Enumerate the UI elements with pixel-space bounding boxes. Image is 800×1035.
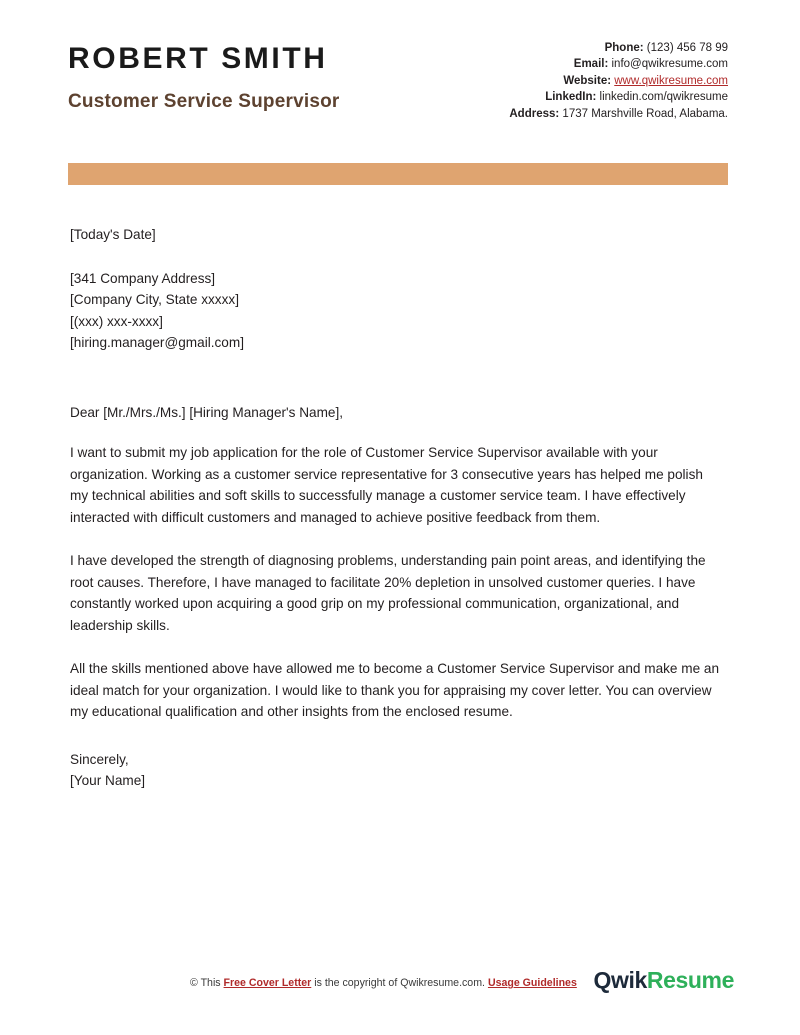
copyright-icon: ©	[190, 977, 198, 989]
usage-guidelines-link[interactable]: Usage Guidelines	[487, 977, 577, 989]
contact-linkedin-row	[509, 89, 728, 105]
body-paragraph-2: I have developed the strength of diagnosing problems, understanding pain point areas, and identifying the root causes. Therefore, I have managed to facilitate 20% depletion in unsolved customer queries. I have constantly worked upon acquiring a good grip on my professional communication, organizational, and leadership skills.	[70, 553, 706, 633]
body-paragraph-3: All the skills mentioned above have allowed me to become a Customer Service Supervisor and make me an ideal match for your organization. I would like to thank you for appraising my cover letter. You can overview my educational qualification and other insights from the enclosed resume.	[70, 661, 720, 719]
recipient-street: [341 Company Address]	[70, 270, 216, 286]
recipient-phone: [(xxx) xxx-xxxx]	[70, 313, 163, 329]
free-cover-letter-link[interactable]: Free Cover Letter	[223, 977, 312, 989]
qwikresume-logo[interactable]	[594, 967, 734, 994]
body-paragraph-1: I want to submit my job application for the role of Customer Service Supervisor available with your organization. Working as a customer service representative for 3 consecutive years has helped me polish my technical abilities and soft skills to successfully manage a customer service team. I have effectively interacted with difficult customers and managed to achieve positive feedback from them.	[70, 445, 703, 525]
accent-divider-bar	[68, 163, 728, 185]
recipient-city-state-zip: [Company City, State xxxxx]	[70, 292, 239, 307]
applicant-job-title: Customer Service Supervisor	[68, 91, 340, 112]
contact-email-row	[509, 56, 728, 72]
contact-details	[509, 38, 728, 122]
phone-label: Phone:	[604, 42, 644, 54]
address-label: Address:	[509, 107, 560, 120]
logo-text-resume: Resume	[646, 967, 734, 993]
contact-website-row	[509, 73, 728, 89]
logo-text-qwik: Qwik	[593, 967, 647, 993]
phone-value: (123) 456 78 99	[646, 42, 728, 54]
salutation-line: Dear [Mr./Mrs./Ms.] [Hiring Manager's Name],	[70, 404, 344, 420]
contact-phone-row	[509, 40, 728, 56]
letter-body	[70, 224, 722, 792]
document-footer	[0, 967, 800, 1015]
footer-copyright-note	[190, 977, 577, 989]
linkedin-label: LinkedIn:	[545, 91, 597, 104]
recipient-address-block	[70, 268, 722, 354]
website-label: Website:	[563, 74, 612, 87]
document-header	[68, 38, 728, 122]
recipient-email: [hiring.manager@gmail.com]	[70, 335, 244, 350]
date-placeholder: [Today's Date]	[70, 227, 156, 242]
email-label: Email:	[573, 58, 609, 71]
signature-name: [Your Name]	[70, 773, 146, 788]
footer-text-before: This	[200, 977, 221, 989]
applicant-name: ROBERT SMITH	[68, 42, 328, 75]
contact-address-row	[509, 106, 728, 122]
identity-block	[68, 38, 340, 113]
closing-block	[70, 749, 722, 792]
address-value: 1737 Marshville Road, Alabama.	[562, 107, 728, 120]
footer-text-middle: is the copyright of Qwikresume.com.	[314, 977, 485, 989]
website-link[interactable]: www.qwikresume.com	[614, 74, 728, 87]
email-value: info@qwikresume.com	[611, 58, 728, 71]
sign-off-line: Sincerely,	[70, 751, 129, 767]
linkedin-value: linkedin.com/qwikresume	[599, 91, 728, 104]
